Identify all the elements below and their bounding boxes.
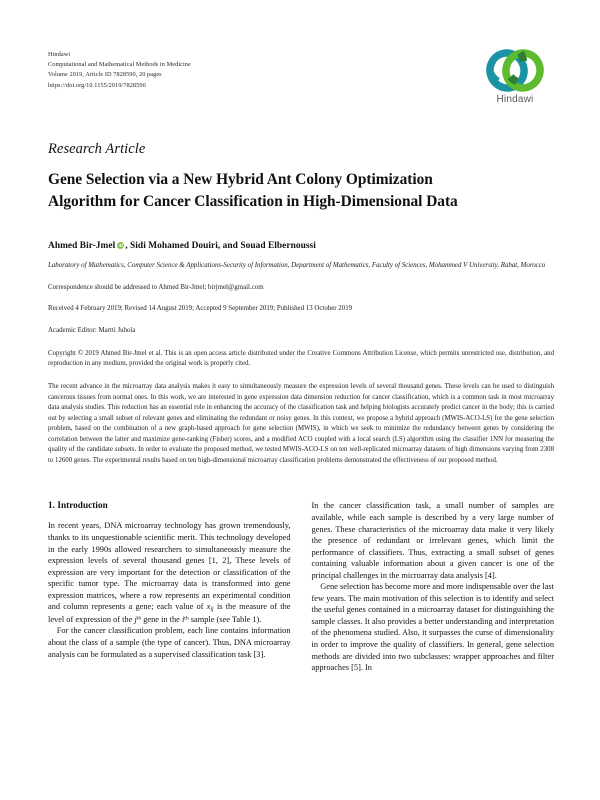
section-heading-introduction: 1. Introduction (48, 500, 108, 511)
math-i: i (181, 614, 185, 624)
author-primary: Ahmed Bir-Jmel (48, 241, 116, 252)
body-columns (48, 500, 554, 673)
hindawi-logo (476, 48, 554, 105)
affiliation: Laboratory of Mathematics, Computer Science & Applications-Security of Information, Department of Mathematics, Faculty of Sciences, Mohammed V University, Rabat, Morocco (48, 262, 546, 270)
article-history: Received 4 February 2019; Revised 14 August 2019; Accepted 9 September 2019; Published 13 October 2019 (48, 305, 353, 313)
column-left (48, 500, 291, 673)
page-title (48, 169, 554, 212)
journal-info (48, 48, 191, 91)
hindawi-rings-icon (484, 49, 546, 92)
title-line-1: Gene Selection via a New Hybrid Ant Colony Optimization (48, 171, 433, 188)
math-x: x (206, 602, 211, 612)
title-line-2: Algorithm for Cancer Classification in High-Dimensional Data (48, 192, 458, 210)
column-right (312, 500, 555, 673)
math-x-subscript: ij (210, 606, 214, 613)
math-i-th: th (184, 615, 189, 622)
author-others: , Sidi Mohamed Douiri, and Souad Elbernoussi (125, 241, 316, 252)
volume-info: Volume 2019, Article ID 7828590, 20 pages (48, 71, 162, 79)
author-list (48, 241, 554, 251)
math-j-th: th (136, 615, 142, 622)
math-j: j (134, 614, 137, 624)
masthead (48, 48, 554, 105)
abstract: The recent advance in the microarray data analysis makes it easy to simultaneously measure the expression levels of several thousand genes. These levels can be used to distinguish cancerous tissues from normal ones. In this work, we are interested in gene expression data dimension reduction for cancer classification, which is a common task in most microarray data analysis studies. This reduction has an essential role in enhancing the accuracy of the classification task and helping biologists accurately predict cancer in the body; this is carried out by selecting a small subset of relevant genes and eliminating the redundant or noisy genes. In this context, we propose a hybrid approach (MWIS-ACO-LS) for the gene selection problem, based on the combination of a new graph-based approach for gene selection (MWIS), in which we seek to minimize the redundancy between genes by considering the correlation between the latter and maximize gene-ranking (Fisher) scores, and a modified ACO coupled with a local search (LS) algorithm using the classifier 1NN for measuring the quality of the candidate subsets. In order to evaluate the proposed method, we tested MWIS-ACO-LS on ten well-replicated microarray datasets of high dimensions varying from 2308 to 12600 genes. The experimental results based on ten high-dimensional microarray classification problems demonstrated the effectiveness of our proposed method. (48, 382, 554, 464)
publisher-name: Hindawi (48, 51, 71, 58)
hindawi-wordmark: Hindawi (496, 94, 534, 105)
copyright-notice: Copyright © 2019 Ahmed Bir-Jmel et al. This is an open access article distributed under the Creative Commons Attribution License, which permits unrestricted use, distribution, and reproduction in any medium, provided the original work is properly cited. (48, 349, 554, 368)
intro-paragraph-2: For the cancer classification problem, each line contains information about the class of a sample (the type of cancer). Thus, DNA microarray analysis can be formulated as a supervised classification task [3]. (48, 626, 291, 659)
article-type: Research Article (48, 141, 146, 157)
intro-paragraph-1: In recent years, DNA microarray technology has grown tremendously, thanks to its unquestionable scientific merit. This technology developed in the early 1990s allowed researchers to simultaneously measure the expression levels of several thousand genes [1, 2], These levels of expression are very important for the detection or classification of the specific tumor type. The microarray data is transformed into gene expression matrices, where a row represents an experimental condition and column represents a gene; each value of $x_{ij}$ is the measure of the level of expression of the $j^{th}$ gene in the $i^{th}$ sample (see Table 1). (48, 521, 291, 624)
journal-name: Computational and Mathematical Methods in Medicine (48, 61, 191, 69)
correspondence: Correspondence should be addressed to Ahmed Bir-Jmel; birjmel@gmail.com (48, 283, 264, 291)
intro-paragraph-3: In the cancer classification task, a small number of samples are available, while each sample is described by a very large number of genes. These characteristics of the microarray data make it very likely the presence of redundant or irrelevant genes, which limit the performance of classifiers. Thus, extracting a small subset of genes containing valuable information about a given cancer is one of the principal challenges in the microarray data analysis [4]. (311, 501, 554, 580)
academic-editor: Academic Editor: Martti Juhola (48, 326, 136, 334)
intro-paragraph-4: Gene selection has become more and more indispensable over the last few years. The main motivation of this selection is to identify and select the useful genes contained in a microarray dataset for distinguishing the sample classes. It also provides a better understanding and interpretation of the phenomena studied. Also, it surpasses the curse of dimensionality in order to improve the quality of classifiers. In general, gene selection methods are divided into two subclasses: wrapper approaches and filter approaches [5]. In (311, 582, 554, 673)
doi-link[interactable]: https://doi.org/10.1155/2019/7828590 (48, 81, 146, 89)
orcid-icon[interactable] (117, 242, 124, 249)
